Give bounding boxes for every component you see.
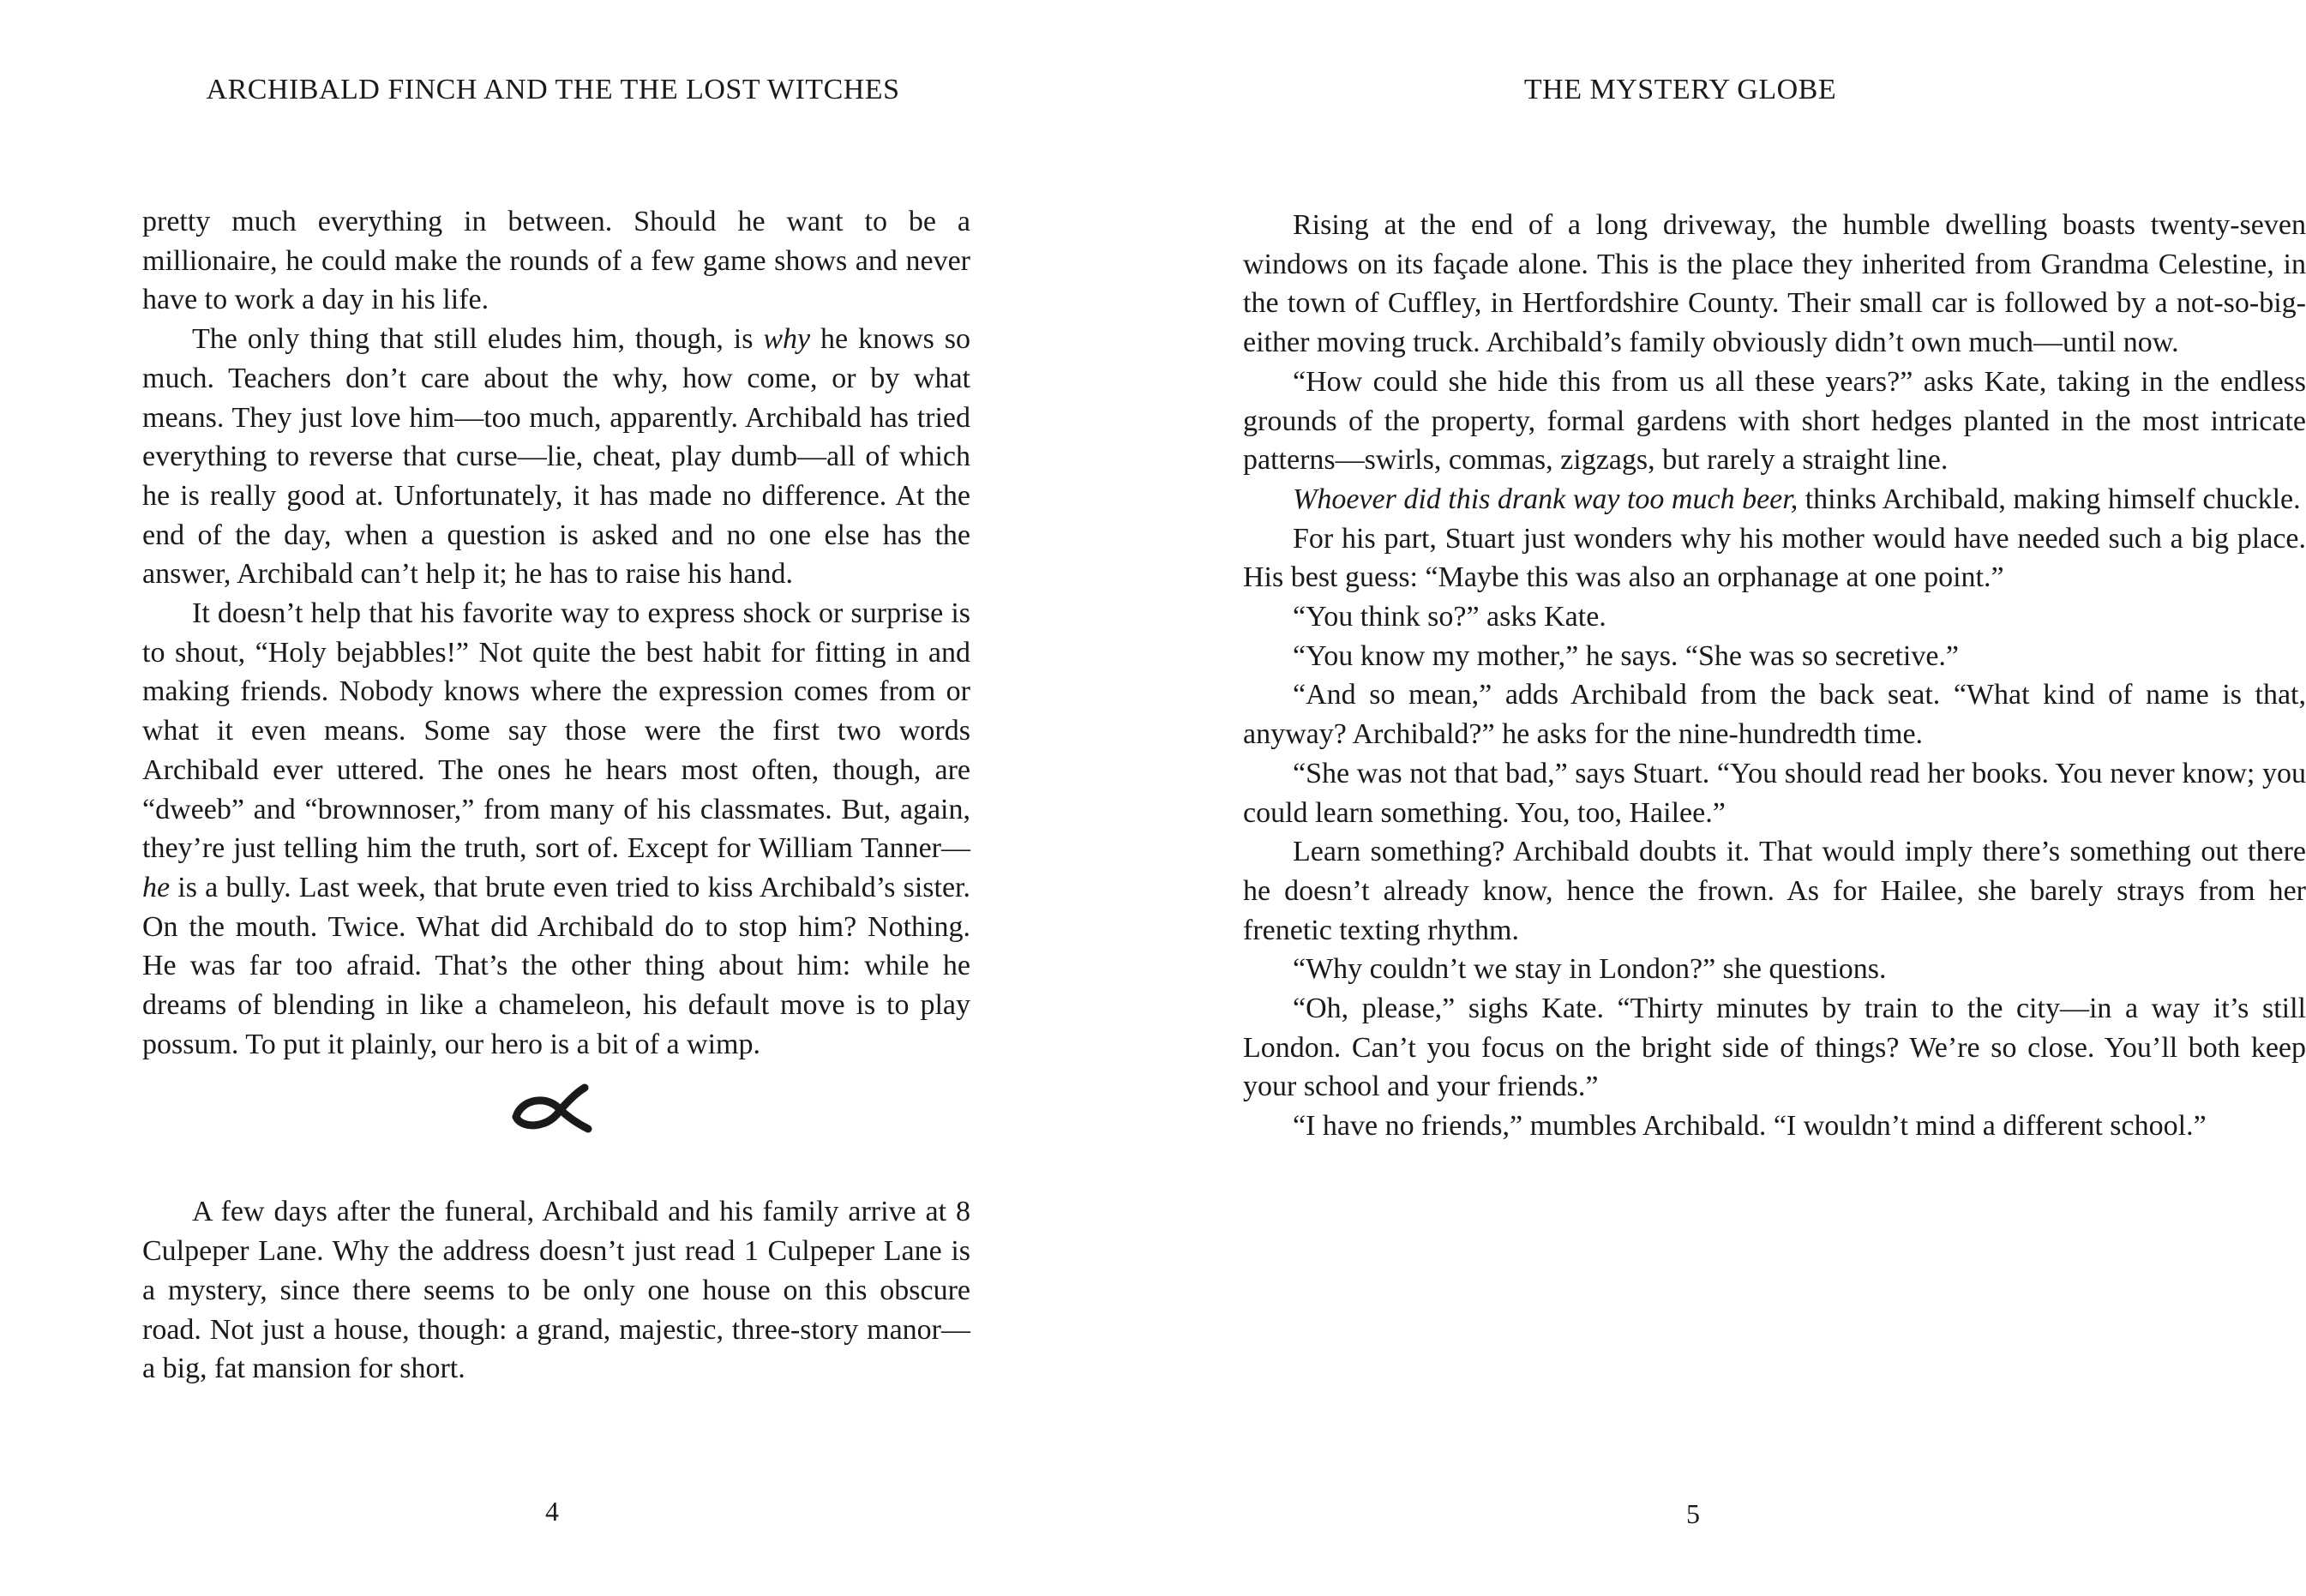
paragraph: “I have no friends,” mumbles Archibald. “I wouldn’t mind a different school.” <box>1293 1110 2207 1143</box>
emphasis: why <box>763 323 811 356</box>
paragraph: “Oh, please,” sighs Kate. “Thirty minutes by train to the city—in a way it’s still London. Can’t you focus on the bright side of things? We’re so close. You’ll both keep your school and your friends.” <box>1243 993 2306 1103</box>
paragraph: Rising at the end of a long driveway, the humble dwelling boasts twenty-seven windows on its façade alone. This is the place they inherited from Grandma Celestine, in the town of Cuffley, in Hertfordshire County. Their small car is followed by a not-so-big-either moving truck. Archibald’s family obviously didn’t own much—until now. <box>1243 209 2306 359</box>
paragraph: Learn something? Archibald doubts it. That would imply there’s something out there he doesn’t already know, hence the frown. As for Hailee, she barely strays from her frenetic texting rhythm. <box>1243 836 2306 946</box>
paragraph: “How could she hide this from us all these years?” asks Kate, taking in the endless grounds of the property, formal gardens with short hedges planted in the most intricate patterns—swirls, commas, zigzags, but rarely a straight line. <box>1243 365 2306 477</box>
left-page-body <box>142 202 970 1389</box>
paragraph: “You know my mother,” he says. “She was so secretive.” <box>1293 639 1960 672</box>
paragraph: A few days after the funeral, Archibald and his family arrive at 8 Culpeper Lane. Why the address doesn’t just read 1 Culpeper Lane is a mystery, since there seems to be only one house on this obscure road. Not just a house, though: a grand, majestic, three-story manor—a big, fat mansion for short. <box>142 1196 970 1385</box>
fish-ornament-icon <box>142 1083 970 1168</box>
page-number-left: 4 <box>545 1496 559 1527</box>
right-page <box>1097 0 2306 1596</box>
paragraph: “She was not that bad,” says Stuart. “You should read her books. You never know; you could learn something. You, too, Hailee.” <box>1243 757 2306 829</box>
emphasis: Whoever did this drank way too much beer, <box>1293 483 1799 515</box>
paragraph: pretty much everything in between. Should he want to be a millionaire, he could make the rounds of a few game shows and never have to work a day in his life. <box>142 206 970 316</box>
emphasis: he <box>142 871 171 903</box>
paragraph: “You think so?” asks Kate. <box>1293 601 1606 633</box>
paragraph: “Why couldn’t we stay in London?” she questions. <box>1293 953 1887 986</box>
paragraph: It doesn’t help that his favorite way to express shock or surprise is to shout, “Holy bejabbles!” Not quite the best habit for fitting in and making friends. Nobody knows where the expression comes from or what it even means. Some say those were the first two words Archibald ever uttered. The ones he hears most often, though, are “dweeb” and “brownnoser,” from many of his classmates. But, again, they’re just telling him the truth, sort of. Except for William Tanner—he is a bully. Last week, that brute even tried to kiss Archibald’s sister. On the mouth. Twice. What did Archibald do to stop him? Nothing. He was far too afraid. That’s the other thing about him: while he dreams of blending in like a chameleon, his default move is to play possum. To put it plainly, our hero is a bit of a wimp. <box>142 597 970 1060</box>
paragraph: “And so mean,” adds Archibald from the back seat. “What kind of name is that, anyway? Archibald?” he asks for the nine-hundredth time. <box>1243 679 2306 751</box>
page-number-right: 5 <box>1686 1498 1700 1529</box>
left-page <box>0 0 1097 1596</box>
running-head-right: THE MYSTERY GLOBE <box>1523 74 1837 105</box>
paragraph: The only thing that still eludes him, though, is why he knows so much. Teachers don’t care about the why, how come, or by what means. They just love him—too much, apparently. Archibald has tried everything to reverse that curse—lie, cheat, play dumb—all of which he is really good at. Unfortunately, it has made no difference. At the end of the day, when a question is asked and no one else has the answer, Archibald can’t help it; he has to raise his hand. <box>142 323 971 591</box>
paragraph: Whoever did this drank way too much beer, thinks Archibald, making himself chuckle. <box>1293 483 2301 515</box>
running-head-left: ARCHIBALD FINCH AND THE THE LOST WITCHES <box>206 74 900 105</box>
right-page-body <box>1243 206 2306 1146</box>
paragraph: For his part, Stuart just wonders why his mother would have needed such a big place. His best guess: “Maybe this was also an orphanage at one point.” <box>1243 522 2306 594</box>
